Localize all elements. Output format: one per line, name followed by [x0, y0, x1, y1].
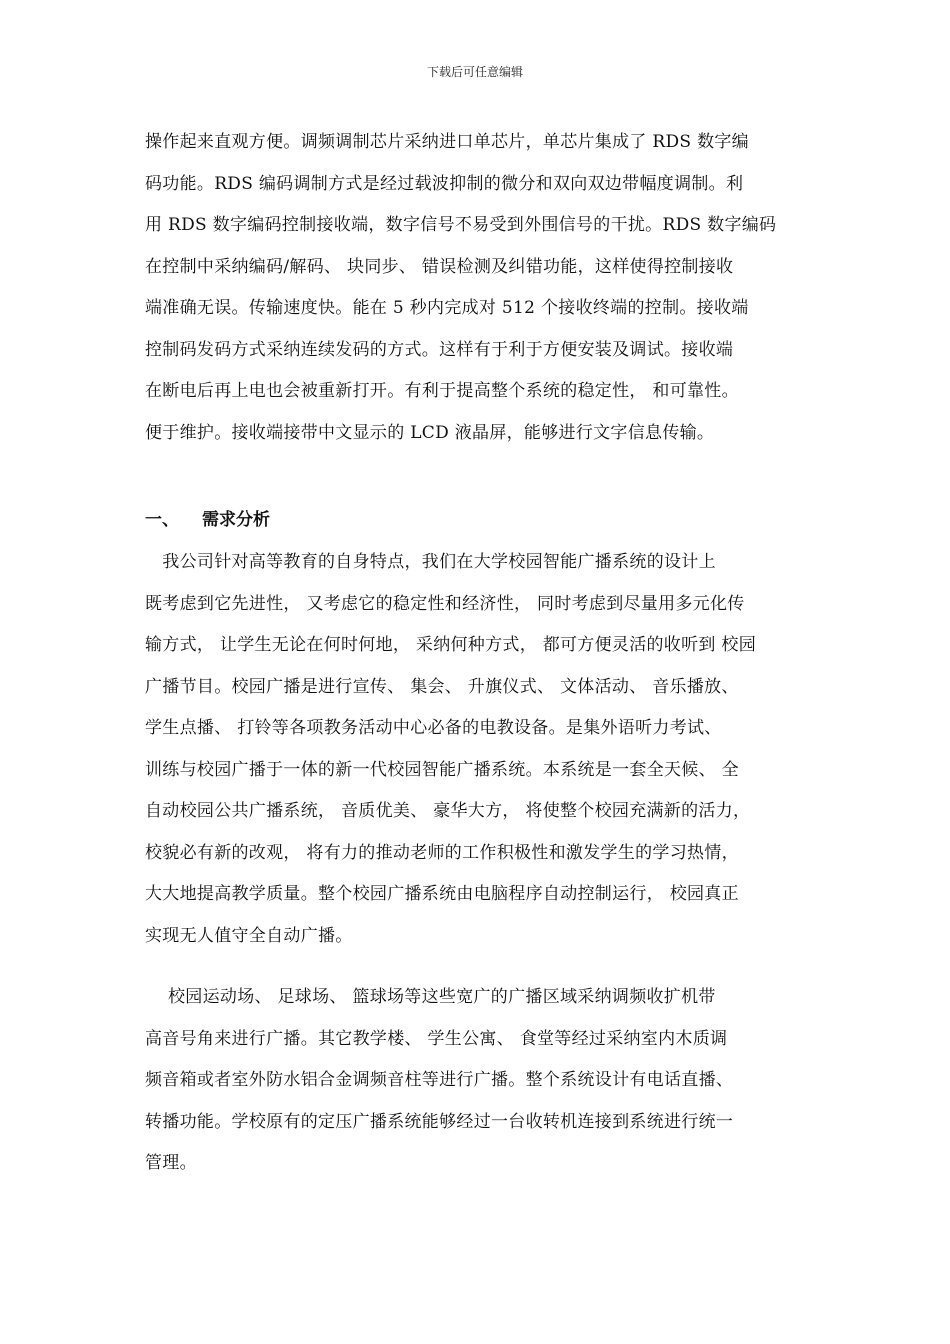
paragraph-line: 校貌必有新的改观， 将有力的推动老师的工作积极性和激发学生的学习热情，	[145, 842, 739, 863]
paragraph-line: 广播节目。校园广播是进行宣传、 集会、 升旗仪式、 文体活动、 音乐播放、	[145, 676, 739, 697]
paragraph-line: 既考虑到它先进性， 又考虑它的稳定性和经济性， 同时考虑到尽量用多元化传	[145, 593, 745, 614]
paragraph-line: 管理。	[145, 1153, 197, 1173]
paragraph-line: 校园运动场、 足球场、 篮球场等这些宽广的广播区域采纳调频收扩机带	[145, 987, 716, 1007]
paragraph-line: 码功能。RDS 编码调制方式是经过载波抑制的微分和双向双边带幅度调制。利	[145, 173, 744, 194]
paragraph-line: 控制码发码方式采纳连续发码的方式。这样有于利于方便安装及调试。接收端	[145, 339, 734, 360]
paragraph-line: 自动校园公共广播系统， 音质优美、 豪华大方， 将使整个校园充满新的活力，	[145, 801, 751, 821]
paragraph-line: 便于维护。接收端接带中文显示的 LCD 液晶屏，能够进行文字信息传输。	[145, 422, 715, 443]
paragraph-line: 用 RDS 数字编码控制接收端，数字信号不易受到外围信号的干扰。RDS 数字编码	[145, 215, 777, 235]
paragraph-line: 在断电后再上电也会被重新打开。有利于提高整个系统的稳定性， 和可靠性。	[145, 381, 739, 401]
section-number: 一、	[145, 510, 179, 530]
paragraph-line: 频音箱或者室外防水铝合金调频音柱等进行广播。整个系统设计有电话直播、	[145, 1070, 734, 1090]
section-heading	[145, 498, 810, 542]
document-body	[145, 122, 810, 1185]
section-title: 需求分析	[202, 510, 270, 530]
paragraph-rds	[145, 122, 810, 454]
paragraph-line: 训练与校园广播于一体的新一代校园智能广播系统。本系统是一套全天候、 全	[145, 759, 739, 780]
paragraph-line: 大大地提高教学质量。整个校园广播系统由电脑程序自动控制运行， 校园真正	[145, 884, 739, 904]
paragraph-line: 实现无人值守全自动广播。	[145, 925, 353, 946]
page-header: 下载后可任意编辑	[426, 65, 523, 79]
paragraph-line: 转播功能。学校原有的定压广播系统能够经过一台收转机连接到系统进行统一	[145, 1111, 734, 1132]
paragraph-line: 我公司针对高等教育的自身特点，我们在大学校园智能广播系统的设计上	[145, 552, 716, 572]
paragraph-line: 在控制中采纳编码/解码、 块同步、 错误检测及纠错功能，这样使得控制接收	[145, 256, 734, 277]
paragraph-broadcast-areas	[145, 977, 810, 1185]
paragraph-line: 输方式， 让学生无论在何时何地， 采纳何种方式， 都可方便灵活的收听到 校园	[145, 635, 757, 655]
paragraph-line: 学生点播、 打铃等各项教务活动中心必备的电教设备。是集外语听力考试、	[145, 718, 722, 738]
paragraph-line: 高音号角来进行广播。其它教学楼、 学生公寓、 食堂等经过采纳室内木质调	[145, 1028, 728, 1049]
paragraph-line: 操作起来直观方便。调频调制芯片采纳进口单芯片，单芯片集成了 RDS 数字编	[145, 132, 749, 152]
paragraph-requirements	[145, 542, 810, 957]
paragraph-line: 端准确无误。传输速度快。能在 5 秒内完成对 512 个接收终端的控制。接收端	[145, 298, 749, 318]
